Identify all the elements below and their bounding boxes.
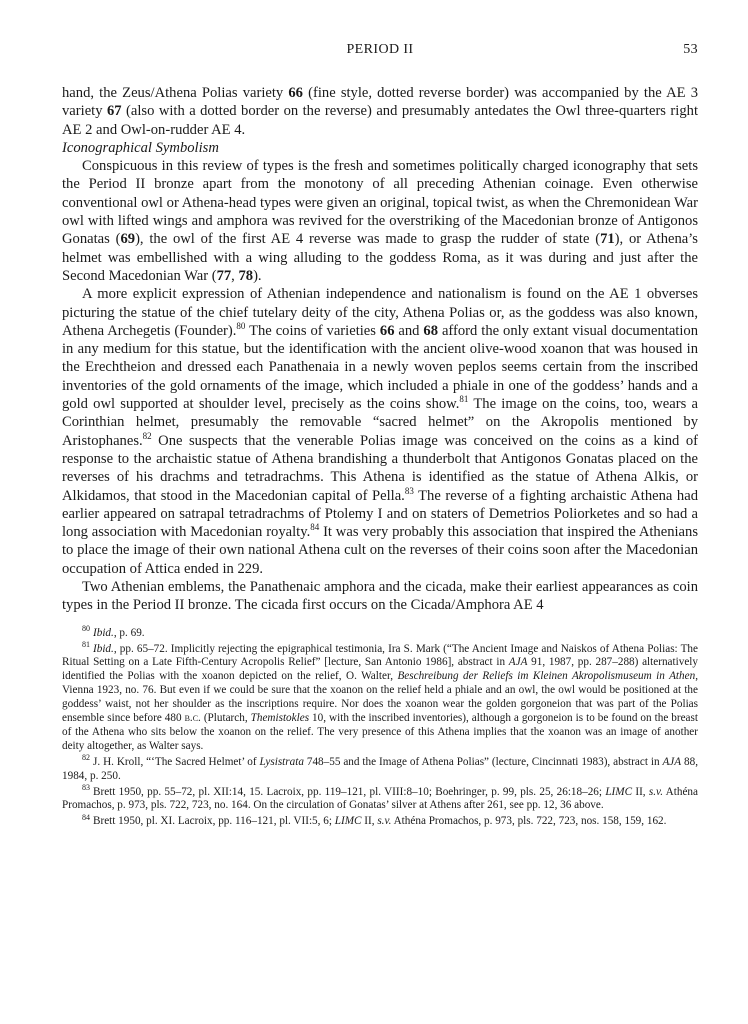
text-run: 91, 1987, pp. 287–288) alternatively identified the Polias with the xoanon depicted on the relief, O. Walter, [62, 656, 698, 683]
text-run: s.v. [377, 815, 392, 828]
footnote-ref[interactable]: 84 [310, 522, 320, 533]
footnote-ref[interactable]: 83 [404, 485, 414, 496]
footnote-number: 80 [82, 623, 90, 633]
text-run: ). [253, 267, 262, 284]
footnote-84 [62, 812, 698, 829]
variety-number: 71 [600, 231, 615, 248]
footnote-ref[interactable]: 81 [459, 394, 469, 405]
running-title: PERIOD II [346, 42, 414, 57]
text-run: Athéna Promachos, p. 973, pls. 722, 723, nos. 158, 159, 162. [391, 815, 667, 828]
text-run: A more explicit expression of Athenian independence and nationalism is found on the AE 1 obverses picturing the statue of the chief tutelary deity of the city, Athena Polias or, as the goddess was also known, Athena Archegetis (Founder). [62, 286, 698, 339]
text-run: 88, 1984, p. 250. [62, 755, 699, 782]
footnote-80 [62, 623, 698, 641]
footnote-ref[interactable]: 82 [142, 430, 152, 441]
variety-number: 77 [216, 267, 232, 284]
text-run: 748–55 and the Image of Athena Polias” (lecture, Cincinnati 1983), abstract in [303, 755, 663, 768]
text-run: One suspects that the venerable Polias image was conceived on the coins as a kind of response to the archaistic statue of Athena brandishing a thunderbolt that Antigonos Gonatas placed on the reverses of his drachms and tetradrachms. This Athena is identified as the statue of Athena Alkis, or Alkidamos, that stood in the Macedonian capital of Pella. [62, 432, 698, 504]
text-run: AJA [662, 755, 682, 768]
page [62, 42, 698, 831]
footnote-82 [62, 753, 699, 784]
text-run: and [394, 322, 424, 339]
text-run: hand, the Zeus/Athena Polias variety [62, 85, 289, 101]
text-run: II, [361, 815, 378, 828]
text-run: 10, with the inscribed inventories), although a gorgoneion is to be found on the breast of the Athena who sits below the xoanon on the relief. The very presence of this Athena implies that the xoanon was an image of another deity altogether, as Walter says. [62, 712, 698, 752]
footnote-number: 84 [82, 812, 90, 822]
variety-number: 66 [379, 322, 395, 339]
text-run: II, [632, 785, 649, 798]
text-run: b.c. [184, 712, 201, 725]
variety-number: 66 [288, 85, 303, 101]
text-run: J. H. Kroll, “‘The Sacred Helmet’ of [93, 755, 260, 768]
variety-number: 78 [238, 267, 254, 284]
section-subheading: Iconographical Symbolism [62, 139, 219, 156]
text-run: Themistokles [250, 712, 310, 725]
footnote-83 [62, 782, 698, 814]
text-run: , Vienna 1923, no. 76. But even if we could be sure that the xoanon on the relief held a phiale and an owl, the owl would be positioned at the goddess’ waist, not her shoulder as the inscriptions require. Nor does the xoanon wear the golden gorgoneion that was part of the Polias ensemble since before 480 [62, 670, 698, 725]
text-run: Lysistrata [259, 755, 304, 768]
variety-number: 68 [423, 322, 439, 339]
body-text [62, 84, 698, 615]
variety-number: 69 [120, 231, 136, 248]
footnote-81 [62, 639, 698, 754]
text-run: ), or Athena’s helmet was embellished with a wing alluding to the goddess Roma, as it was during and just after the Second Macedonian War ( [62, 231, 698, 284]
text-run: AJA [508, 656, 528, 669]
footnote-ref[interactable]: 80 [236, 321, 246, 331]
paragraph-3 [62, 285, 698, 578]
text-run: afford the only extant visual documentation in any medium for this statue, but the identification with the ancient olive-wood xoanon that was housed in the Erechtheion and dressed each Panathenaia in a newly woven peplos seems certain from the inscribed inventories of the gold ornaments of the image, which included a phiale in one of the goddess’ hands and a gold owl supported at shoulder level, precisely as the coins show. [62, 322, 698, 413]
text-run: Beschreibung der Reliefs im Kleinen Akropolismuseum in Athen [397, 670, 696, 683]
paragraph-4: Two Athenian emblems, the Panathenaic amphora and the cicada, make their earliest appearances as coin types in the Period II bronze. The cicada first occurs on the Cicada/Amphora AE 4 [62, 579, 698, 614]
footnote-number: 81 [82, 639, 90, 649]
paragraph-1 [62, 84, 698, 139]
paragraph-2 [62, 157, 698, 285]
text-run: , pp. 65–72. Implicitly rejecting the epigraphical testimonia, Ira S. Mark (“The Ancient Image and Naiskos of Athena Polias: The Ritual Setting on a Late Fifth-Century Acropolis Relief” [lecture, San Antonio 1986], abstract in [62, 642, 698, 669]
text-run: The image on the coins, too, wears a Corinthian helmet, presumably the removable “sacred helmet” on the Akropolis mentioned by Aristophanes. [62, 396, 698, 449]
text-run: Brett 1950, pp. 55–72, pl. XII:14, 15. Lacroix, pp. 119–121, pl. VIII:8–10; Boehringer, p. 99, pls. 25, 26:18–26; [93, 785, 606, 798]
text-run: Conspicuous in this review of types is the fresh and sometimes politically charged iconography that sets the Period II bronze apart from the monotony of all preceding Athenian coinage. Even otherwise conventional owl or Athena-head types were given an original, topical twist, as when the Chremonidean War owl with lifted wings and amphora was revived for the overstriking of the Macedonian bronze of Antigonos Gonatas ( [62, 158, 698, 248]
text-run: s.v. [648, 785, 663, 798]
text-run: The coins of varieties [245, 322, 380, 339]
text-run: Athéna Promachos, p. 973, pls. 722, 723, no. 164. On the circulation of Gonatas’ silver at Athens after 261, see pp. 12, 36 above. [62, 785, 698, 812]
text-run: Brett 1950, pl. XI. Lacroix, pp. 116–121, pl. VII:5, 6; [93, 815, 335, 828]
text-run: Ibid. [93, 642, 114, 655]
text-run: The reverse of a fighting archaistic Athena had earlier appeared on satrapal tetradrachms of Ptolemy I and on staters of Demetrios Poliorketes and so had a long association with Macedonian royalty. [62, 487, 699, 541]
text-run: , p. 69. [113, 626, 145, 639]
text-run: LIMC [605, 785, 633, 798]
footnote-number: 82 [82, 753, 90, 763]
page-number: 53 [683, 42, 698, 57]
text-run: LIMC [334, 815, 362, 828]
text-run: Ibid. [93, 626, 114, 639]
text-run: ), the owl of the first AE 4 reverse was made to grasp the rudder of state ( [135, 231, 601, 248]
footnote-number: 83 [82, 782, 90, 792]
text-run: (also with a dotted border on the reverse) and presumably antedates the Owl three-quarters right AE 2 and Owl-on-rudder AE 4. [62, 103, 698, 138]
text-run: (fine style, dotted reverse border) was accompanied by the AE 3 variety [62, 85, 698, 120]
running-header [62, 42, 698, 66]
variety-number: 67 [106, 103, 122, 120]
text-run: , [231, 267, 239, 284]
text-run: (Plutarch, [200, 712, 251, 725]
text-run: It was very probably this association that inspired the Athenians to place the image of their own national Athena cult on the reverses of their coins soon after the Macedonian occupation of Attica ended in 229. [62, 524, 698, 577]
footnotes [62, 623, 699, 830]
